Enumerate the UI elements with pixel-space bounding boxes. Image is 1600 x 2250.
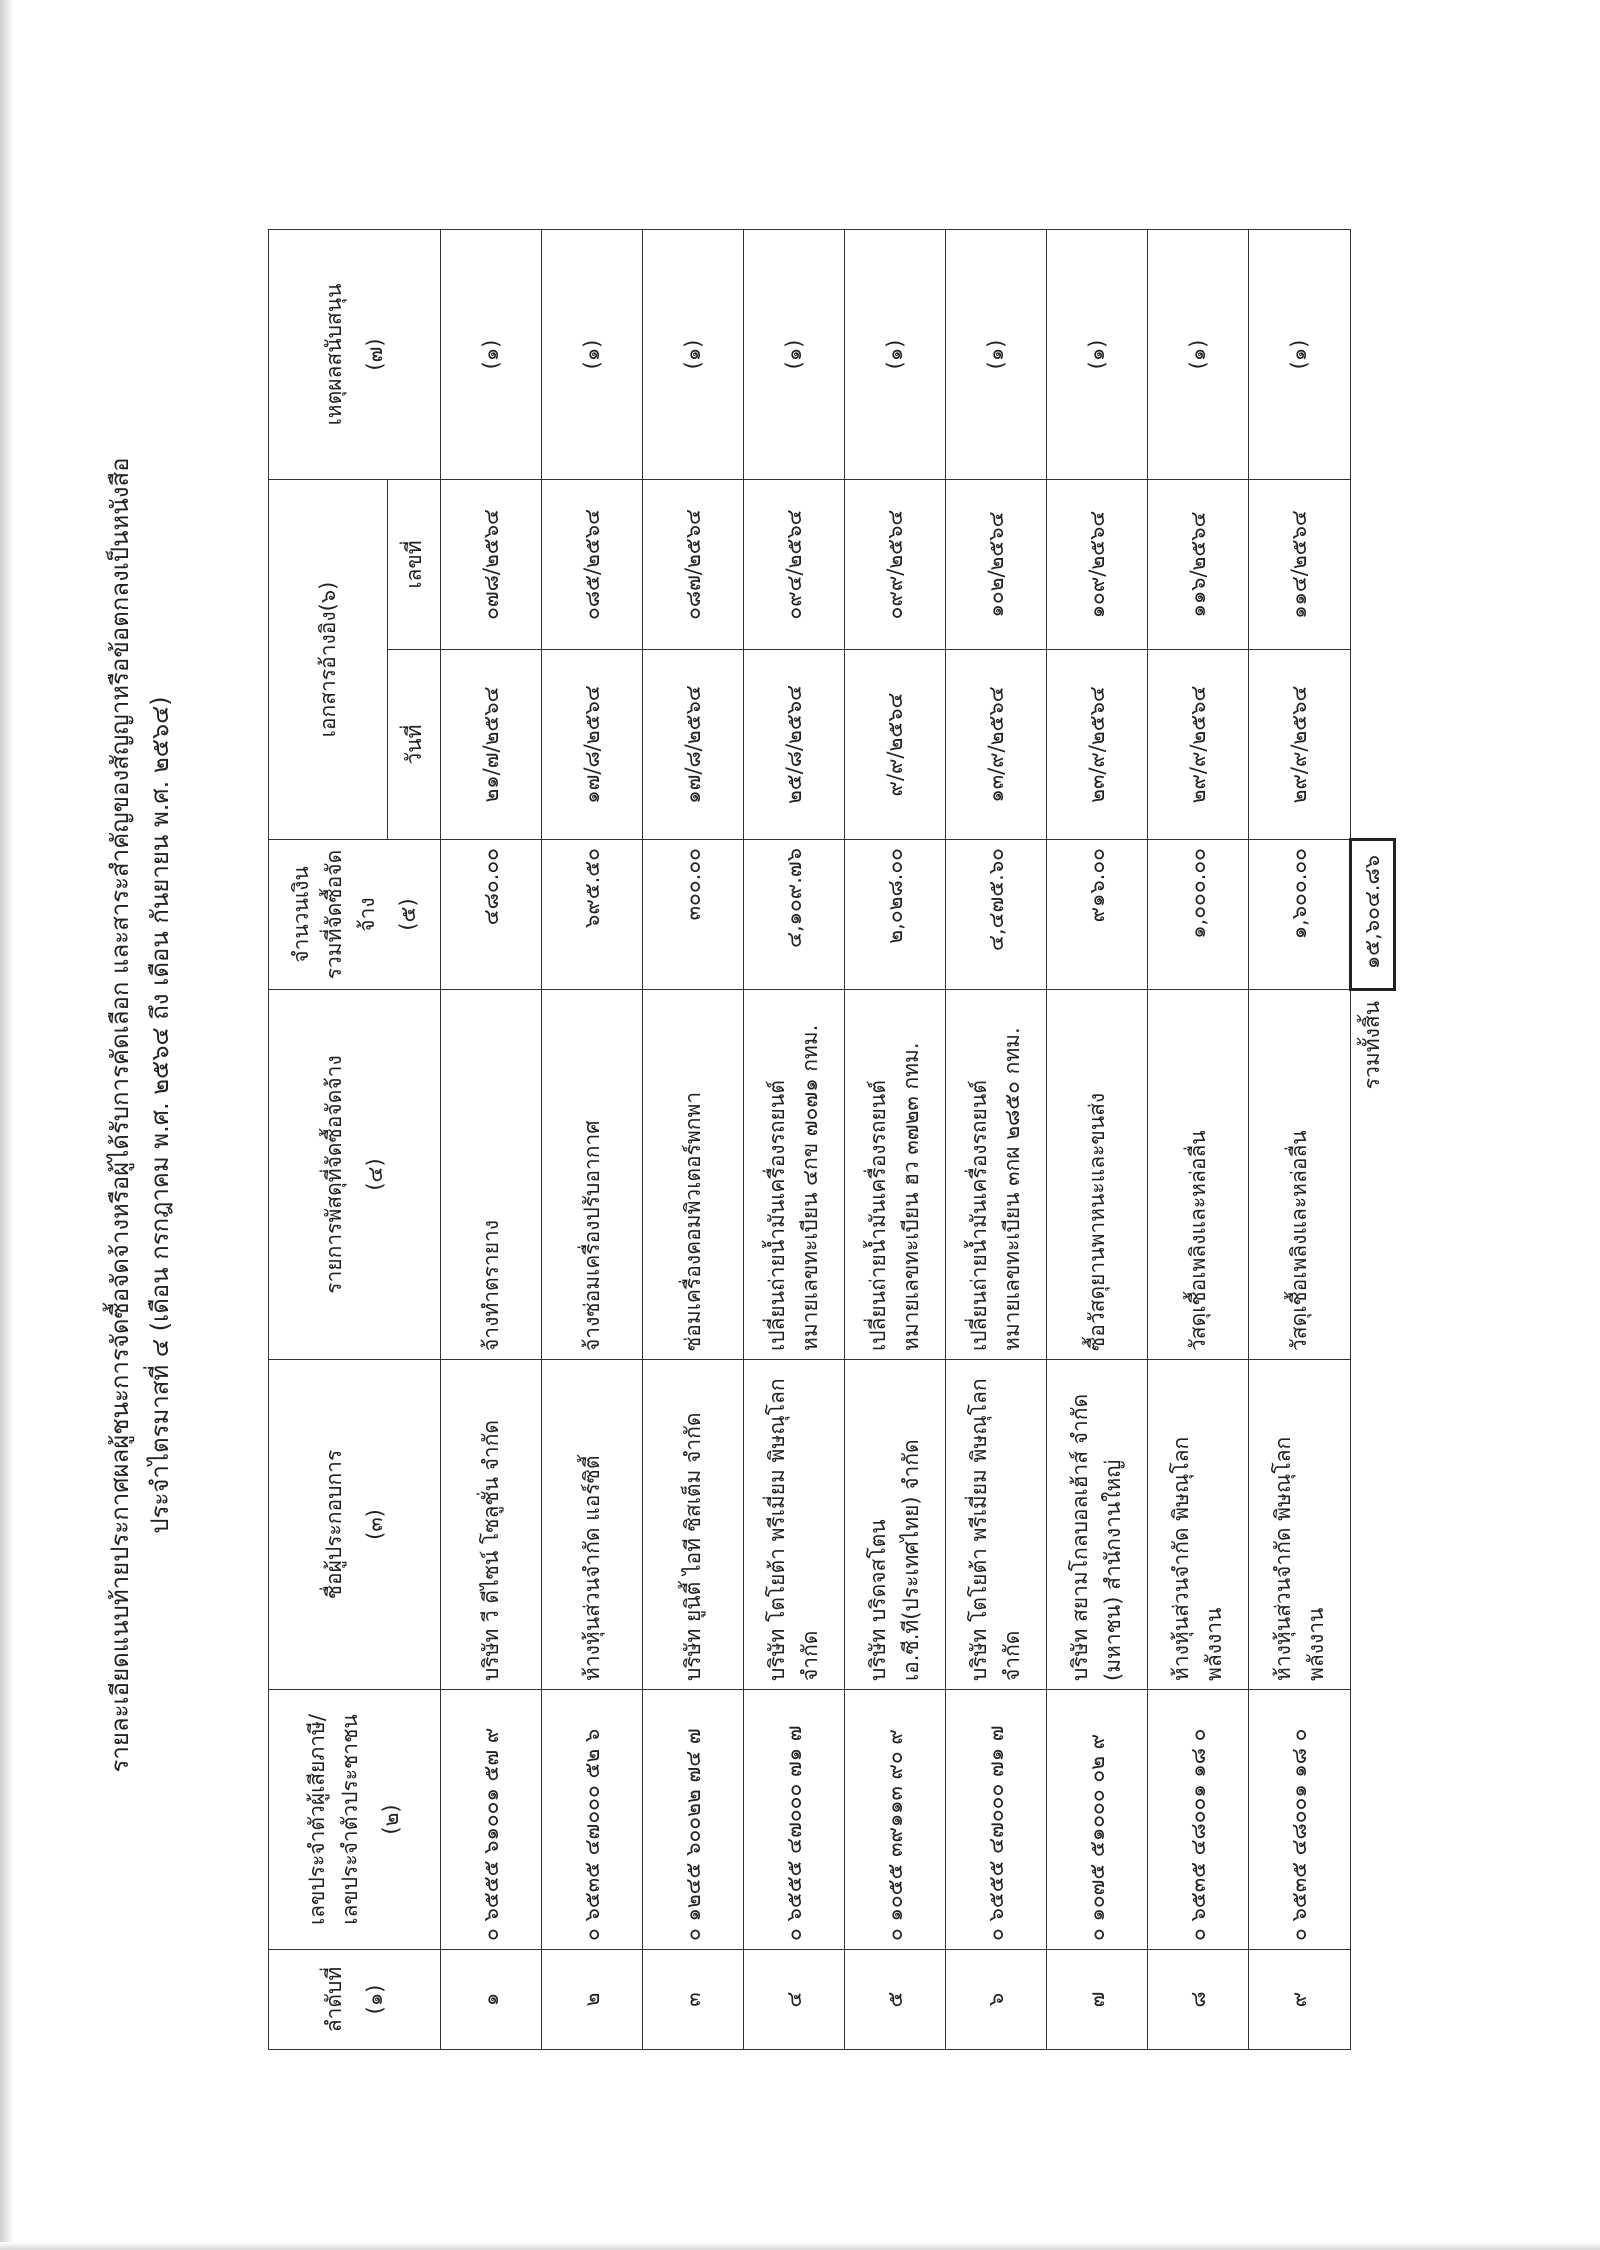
cell-amount: ๖๙๕.๕๐ [542, 840, 643, 990]
cell-tax-id: ๐ ๖๕๓๕ ๔๗๐๐๐ ๕๒ ๖ [542, 1690, 643, 1950]
cell-number: ๐๘๕/๒๕๖๔ [542, 479, 643, 649]
table-row [643, 229, 744, 2049]
cell-number: ๐๙๔/๒๕๖๔ [744, 479, 845, 649]
cell-amount: ๔๘๐.๐๐ [441, 840, 542, 990]
header-item [269, 990, 441, 1360]
cell-date: ๑๗/๘/๒๕๖๔ [542, 650, 643, 840]
header-reason-label: เหตุผลสนับสนุน [321, 283, 346, 426]
header-idx-label: ลำดับที่ [321, 1966, 346, 2033]
cell-date: ๙/๙/๒๕๖๔ [845, 650, 946, 840]
cell-idx: ๗ [1047, 1950, 1148, 2050]
cell-item: ซื้อวัสดุยานพาหนะและขนส่ง [1047, 990, 1148, 1360]
cell-reason: (๑) [643, 229, 744, 479]
total-row [1351, 229, 1395, 2049]
cell-amount: ๑,๖๐๐.๐๐ [1249, 840, 1351, 990]
cell-date: ๒๑/๗/๒๕๖๔ [441, 650, 542, 840]
table-row [1148, 229, 1249, 2049]
cell-idx: ๔ [744, 1950, 845, 2050]
cell-number: ๑๑๖/๒๕๖๔ [1148, 479, 1249, 649]
cell-tax-id: ๐ ๑๐๗๕ ๕๑๐๐๐ ๐๒ ๙ [1047, 1690, 1148, 1950]
cell-vendor-name: บริษัท วี ดีไซน์ โซลูชั่น จำกัด [441, 1360, 542, 1690]
cell-item: ซ่อมเครื่องคอมพิวเตอร์พกพา [643, 990, 744, 1360]
header-amount-no: (๕) [395, 898, 420, 931]
header-name-no: (๓) [362, 1509, 387, 1540]
cell-vendor-name: ห้างหุ้นส่วนจำกัด พิษณุโลกพลังงาน [1249, 1360, 1351, 1690]
cell-reason: (๑) [845, 229, 946, 479]
cell-vendor-name: บริษัท โตโยต้า พรีเมี่ยม พิษณุโลก จำกัด [744, 1360, 845, 1690]
scan-bottom-shadow [0, 2242, 1600, 2250]
cell-vendor-name: บริษัท สยามโกลบอลเฮ้าส์ จำกัด (มหาชน) สำนักงานใหญ่ [1047, 1360, 1148, 1690]
cell-idx: ๕ [845, 1950, 946, 2050]
cell-date: ๒๓/๙/๒๕๖๔ [1047, 650, 1148, 840]
cell-item: จ้างซ่อมเครื่องปรับอากาศ [542, 990, 643, 1360]
cell-date: ๑๗/๘/๒๕๖๔ [643, 650, 744, 840]
cell-idx: ๖ [946, 1950, 1047, 2050]
cell-idx: ๒ [542, 1950, 643, 2050]
cell-date: ๒๙/๙/๒๕๖๔ [1249, 650, 1351, 840]
header-number: เลขที่ [388, 479, 441, 649]
header-tax-label: เลขประจำตัวผู้เสียภาษี/เลขประจำตัวประชาชน [305, 1714, 362, 1925]
cell-idx: ๑ [441, 1950, 542, 2050]
table-row [1047, 229, 1148, 2049]
cell-idx: ๙ [1249, 1950, 1351, 2050]
title-line-2: ประจำไตรมาสที่ ๔ (เดือน กรกฎาคม พ.ศ. ๒๕๖๔ ถึง เดือน กันยายน พ.ศ. ๒๕๖๔) [146, 696, 174, 1534]
table-row [1249, 229, 1351, 2049]
header-name [269, 1360, 441, 1690]
cell-reason: (๑) [744, 229, 845, 479]
table-row [845, 229, 946, 2049]
cell-tax-id: ๐ ๑๒๔๕ ๖๐๐๒๒ ๗๔ ๗ [643, 1690, 744, 1950]
cell-amount: ๔,๑๐๙.๗๖ [744, 840, 845, 990]
cell-item: วัสดุเชื้อเพลิงและหล่อลื่น [1148, 990, 1249, 1360]
cell-tax-id: ๐ ๖๕๓๕ ๔๘๐๐๑ ๑๘ ๐ [1148, 1690, 1249, 1950]
total-label: รวมทั้งสิ้น [1360, 1001, 1385, 1090]
cell-reason: (๑) [1249, 229, 1351, 479]
header-tax-no: (๒) [379, 1804, 403, 1835]
cell-number: ๑๐๒/๒๕๖๔ [946, 479, 1047, 649]
cell-date: ๑๓/๙/๒๕๖๔ [946, 650, 1047, 840]
header-reason [269, 229, 441, 479]
cell-idx: ๘ [1148, 1950, 1249, 2050]
rotated-document-sheet [100, 130, 1385, 2100]
header-item-label: รายการพัสดุที่จัดซื้อจัดจ้าง [321, 1055, 346, 1294]
cell-number: ๐๘๗/๒๕๖๔ [643, 479, 744, 649]
header-amount-label: จำนวนเงินรวมที่จัดซื้อจัดจ้าง [288, 849, 379, 980]
title-line-1: รายละเอียดแนบท้ายประกาศผลผู้ชนะการจัดซื้อจัดจ้างหรือผู้ได้รับการคัดเลือก และสาระสำคัญของสัญญาหรือข้อตกลงเป็นหนังสือ [106, 457, 134, 1773]
header-idx [269, 1950, 441, 2050]
cell-reason: (๑) [946, 229, 1047, 479]
cell-number: ๑๑๔/๒๕๖๔ [1249, 479, 1351, 649]
cell-number: ๐๗๘/๒๕๖๔ [441, 479, 542, 649]
cell-tax-id: ๐ ๖๕๕๕ ๔๗๐๐๐ ๗๑ ๗ [744, 1690, 845, 1950]
cell-amount: ๔,๔๗๕.๖๐ [946, 840, 1047, 990]
header-idx-no: (๑) [362, 1984, 387, 2015]
cell-date: ๒๙/๙/๒๕๖๔ [1148, 650, 1249, 840]
cell-idx: ๓ [643, 1950, 744, 2050]
cell-vendor-name: ห้างหุ้นส่วนจำกัด พิษณุโลกพลังงาน [1148, 1360, 1249, 1690]
cell-item: เปลี่ยนถ่ายน้ำมันเครื่องรถยนต์ หมายเลขทะเบียน ๓กผ ๒๘๕๐ กทม. [946, 990, 1047, 1360]
cell-reason: (๑) [542, 229, 643, 479]
cell-reason: (๑) [1047, 229, 1148, 479]
cell-number: ๑๐๙/๒๕๖๔ [1047, 479, 1148, 649]
cell-tax-id: ๐ ๖๕๕๕ ๔๗๐๐๐ ๗๑ ๗ [946, 1690, 1047, 1950]
header-reason-no: (๗) [362, 338, 387, 371]
cell-reason: (๑) [441, 229, 542, 479]
table-row [441, 229, 542, 2049]
table-row [744, 229, 845, 2049]
header-ref: เอกสารอ้างอิง(๖) [269, 479, 388, 839]
cell-item: วัสดุเชื้อเพลิงและหล่อลื่น [1249, 990, 1351, 1360]
cell-tax-id: ๐ ๖๕๕๕ ๖๑๐๐๑ ๕๗ ๙ [441, 1690, 542, 1950]
cell-vendor-name: บริษัท บริดจสโตน เอ.ซี.ที(ประเทศไทย) จำกัด [845, 1360, 946, 1690]
header-name-label: ชื่อผู้ประกอบการ [321, 1449, 346, 1600]
total-amount: ๑๕,๖๐๔.๘๖ [1351, 840, 1395, 990]
cell-vendor-name: บริษัท ยูนิตี้ ไอที ซิสเต็ม จำกัด [643, 1360, 744, 1690]
header-tax [269, 1690, 441, 1950]
table-row [946, 229, 1047, 2049]
cell-tax-id: ๐ ๑๐๕๕ ๓๙๑๑๓ ๙๐ ๙ [845, 1690, 946, 1950]
document-title [100, 130, 180, 2100]
cell-number: ๐๙๙/๒๕๖๔ [845, 479, 946, 649]
cell-vendor-name: ห้างหุ้นส่วนจำกัด แอร์ซิตี้ [542, 1360, 643, 1690]
table-row [542, 229, 643, 2049]
procurement-table [268, 229, 1396, 2050]
cell-reason: (๑) [1148, 229, 1249, 479]
cell-item: เปลี่ยนถ่ายน้ำมันเครื่องรถยนต์ หมายเลขทะเบียน ฮว ๓๗๒๓ กทม. [845, 990, 946, 1360]
scan-edge-shadow [0, 0, 14, 2250]
cell-amount: ๓๐๐.๐๐ [643, 840, 744, 990]
cell-amount: ๙๑๖.๐๐ [1047, 840, 1148, 990]
cell-vendor-name: บริษัท โตโยต้า พรีเมี่ยม พิษณุโลก จำกัด [946, 1360, 1047, 1690]
cell-tax-id: ๐ ๖๕๓๕ ๔๘๐๐๑ ๑๘ ๐ [1249, 1690, 1351, 1950]
cell-item: จ้างทำตรายาง [441, 990, 542, 1360]
cell-amount: ๒,๐๒๘.๐๐ [845, 840, 946, 990]
cell-amount: ๑,๐๐๐.๐๐ [1148, 840, 1249, 990]
header-row [269, 229, 388, 2049]
total-blank [1351, 229, 1395, 839]
cell-date: ๒๕/๘/๒๕๖๔ [744, 650, 845, 840]
header-item-no: (๔) [362, 1158, 387, 1191]
header-amount [269, 840, 441, 990]
cell-item: เปลี่ยนถ่ายน้ำมันเครื่องรถยนต์ หมายเลขทะเบียน ๔กข ๗๐๗๑ กทม. [744, 990, 845, 1360]
header-date: วันที่ [388, 650, 441, 840]
